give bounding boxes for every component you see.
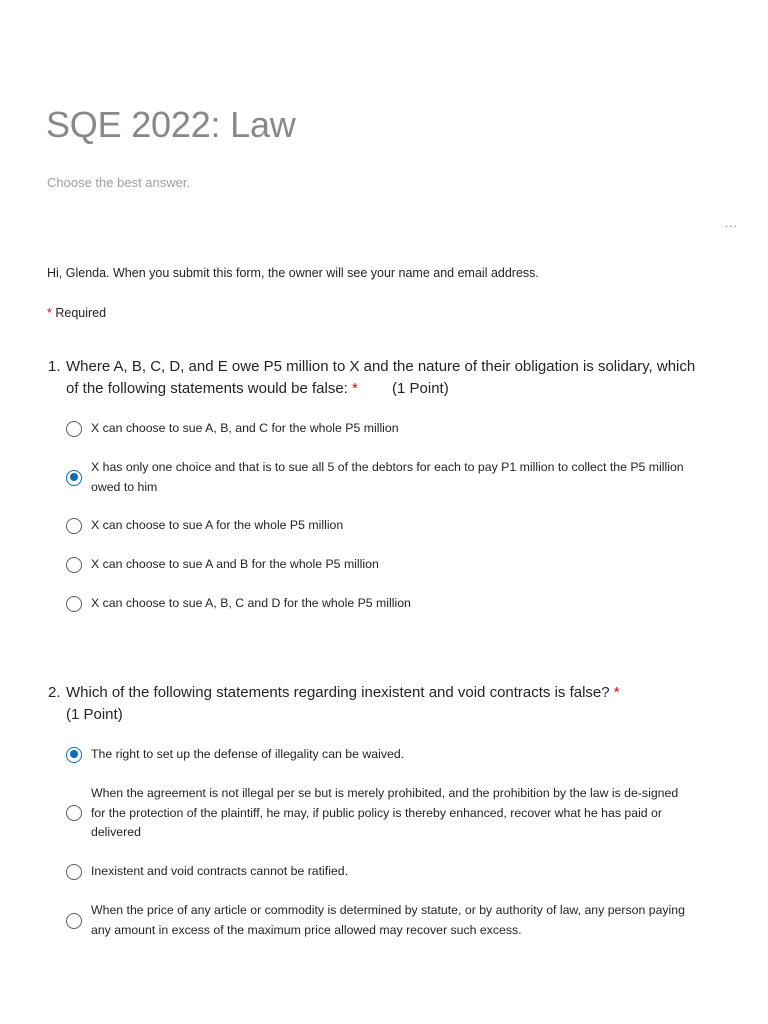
radio-button[interactable] bbox=[66, 913, 82, 929]
radio-button[interactable] bbox=[66, 421, 82, 437]
radio-button[interactable] bbox=[66, 518, 82, 534]
radio-button-selected[interactable] bbox=[66, 470, 82, 486]
required-asterisk: * bbox=[47, 306, 52, 320]
option-q1-1[interactable] bbox=[66, 419, 692, 439]
question-number: 2. bbox=[48, 684, 61, 701]
option-q2-4[interactable] bbox=[66, 901, 692, 940]
option-label: X can choose to sue A, B, C and D for the whole P5 million bbox=[91, 596, 411, 610]
question-points: (1 Point) bbox=[66, 706, 123, 723]
option-q1-3[interactable] bbox=[66, 516, 692, 536]
option-q1-2[interactable] bbox=[66, 458, 692, 497]
radio-button[interactable] bbox=[66, 864, 82, 880]
form-title: SQE 2022: Law bbox=[46, 104, 296, 145]
required-asterisk: * bbox=[613, 684, 620, 701]
radio-button[interactable] bbox=[66, 557, 82, 573]
option-label: X can choose to sue A, B, and C for the whole P5 million bbox=[91, 421, 399, 435]
required-label: Required bbox=[55, 306, 107, 320]
option-label: Inexistent and void contracts cannot be ratified. bbox=[91, 864, 349, 878]
option-q2-2[interactable] bbox=[66, 784, 692, 843]
question-text: Which of the following statements regarding inexistent and void contracts is false? bbox=[66, 684, 610, 701]
required-asterisk: * bbox=[352, 380, 358, 397]
option-q2-3[interactable] bbox=[66, 862, 692, 882]
option-q1-5[interactable] bbox=[66, 594, 692, 614]
question-2 bbox=[48, 682, 698, 937]
question-1 bbox=[48, 356, 698, 610]
form-description: Choose the best answer. bbox=[47, 175, 191, 190]
option-label: The right to set up the defense of illegality can be waived. bbox=[91, 747, 405, 761]
option-q2-1[interactable] bbox=[66, 745, 692, 765]
more-options-icon[interactable]: … bbox=[724, 214, 740, 230]
radio-button[interactable] bbox=[66, 596, 82, 612]
required-note bbox=[47, 306, 106, 320]
question-title bbox=[48, 682, 698, 726]
option-q1-4[interactable] bbox=[66, 555, 692, 575]
radio-button[interactable] bbox=[66, 805, 82, 821]
question-points: (1 Point) bbox=[392, 380, 449, 397]
question-title bbox=[48, 356, 698, 400]
option-label: X can choose to sue A and B for the whole P5 million bbox=[91, 557, 379, 571]
question-text: Where A, B, C, D, and E owe P5 million to X and the nature of their obligation is solidary, which of the following statements would be false: bbox=[66, 358, 696, 397]
option-label: When the agreement is not illegal per se but is merely prohibited, and the prohibition by the law is de-signed for the protection of the plaintiff, he may, if public policy is thereby enhanced, recover what he has paid or delivered bbox=[91, 786, 679, 839]
option-label: X can choose to sue A for the whole P5 million bbox=[91, 518, 344, 532]
option-label: When the price of any article or commodity is determined by statute, or by authority of law, any person paying any amount in excess of the maximum price allowed may recover such excess. bbox=[91, 903, 685, 937]
radio-button-selected[interactable] bbox=[66, 747, 82, 763]
greeting-message: Hi, Glenda. When you submit this form, the owner will see your name and email address. bbox=[47, 266, 539, 280]
option-label: X has only one choice and that is to sue all 5 of the debtors for each to pay P1 million to collect the P5 million owed to him bbox=[91, 460, 684, 494]
question-number: 1. bbox=[48, 358, 61, 375]
